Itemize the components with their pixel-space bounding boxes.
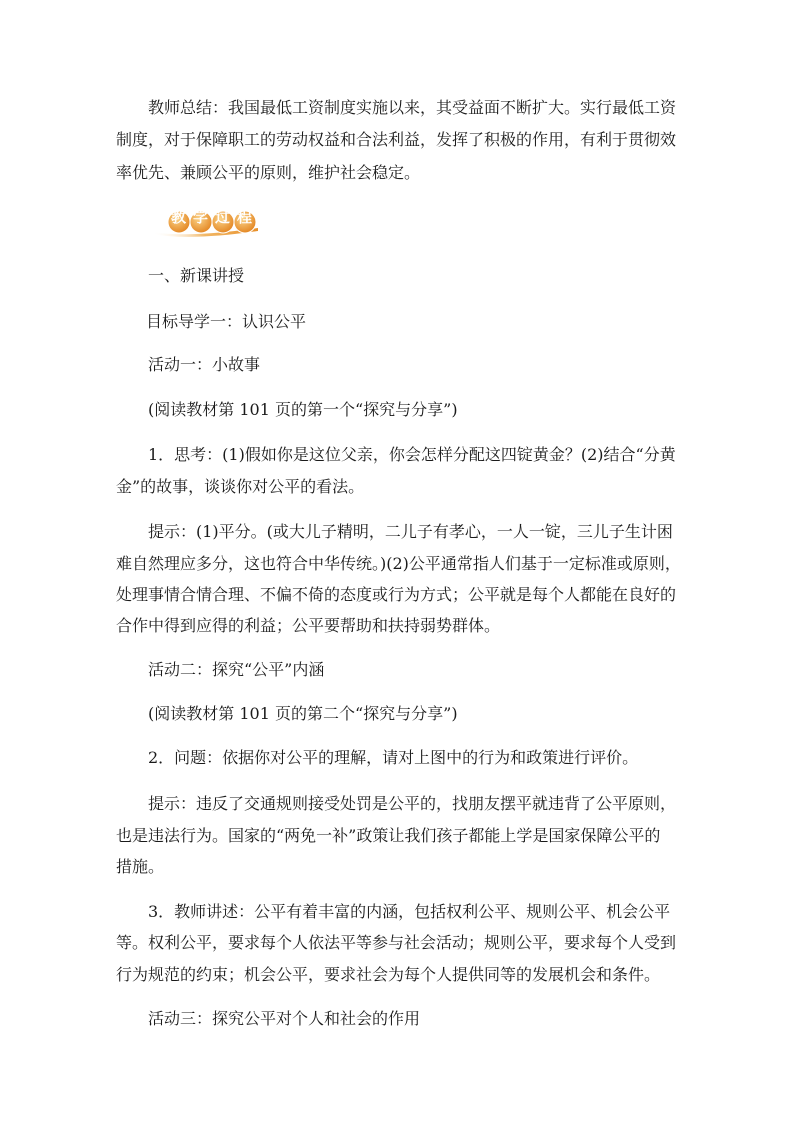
activity-2-tip-line-3: 措施。 [116, 857, 165, 876]
activity-1-question-line-1: 1．思考：(1)假如你是这位父亲，你会怎样分配这四锭黄金？(2)结合“分黄 [148, 445, 676, 464]
activity-2-note: (阅读教材第 101 页的第二个“探究与分享”) [148, 704, 458, 723]
activity-2-question: 2．问题：依据你对公平的理解，请对上图中的行为和政策进行评价。 [148, 748, 639, 767]
activity-1-tip-line-3: 处理事情合情合理、不偏不倚的态度或行为方式；公平就是每个人都能在良好的 [116, 585, 677, 604]
activity-1-tip-line-4: 合作中得到应得的利益；公平要帮助和扶持弱势群体。 [116, 616, 501, 635]
activity-1-title: 活动一：小故事 [148, 355, 261, 374]
banner-char-1: 教 [171, 208, 187, 226]
section-heading: 一、新课讲授 [148, 266, 245, 285]
banner-char-2: 学 [193, 208, 209, 226]
activity-2-tip-line-2: 也是违法行为。国家的“两免一补”政策让我们孩子都能上学是国家保障公平的 [116, 826, 661, 845]
goal-heading: 目标导学一：认识公平 [146, 312, 307, 331]
banner-char-3: 过 [215, 208, 231, 226]
activity-2-lecture-line-1: 3．教师讲述：公平有着丰富的内涵，包括权利公平、规则公平、机会公平 [148, 902, 671, 921]
activity-1-question-line-2: 金”的故事，谈谈你对公平的看法。 [116, 477, 365, 496]
activity-2-title: 活动二：探究“公平”内涵 [148, 660, 325, 679]
summary-line-1: 教师总结：我国最低工资制度实施以来，其受益面不断扩大。实行最低工资 [148, 98, 677, 117]
activity-1-tip-line-1: 提示：(1)平分。(或大儿子精明，二儿子有孝心，一人一锭，三儿子生计困 [148, 522, 673, 541]
activity-2-lecture-line-2: 等。权利公平，要求每个人依法平等参与社会活动；规则公平，要求每个人受到 [116, 933, 677, 952]
activity-1-tip-line-2: 难自然理应多分，这也符合中华传统。)(2)公平通常指人们基于一定标准或原则， [116, 554, 681, 573]
activity-2-lecture-line-3: 行为规范的约束；机会公平，要求社会为每个人提供同等的发展机会和条件。 [116, 965, 661, 984]
activity-1-note: (阅读教材第 101 页的第一个“探究与分享”) [148, 400, 458, 419]
activity-2-tip-line-1: 提示：违反了交通规则接受处罚是公平的，找朋友摆平就违背了公平原则， [148, 794, 677, 813]
activity-3-title: 活动三：探究公平对个人和社会的作用 [148, 1009, 421, 1028]
banner-char-4: 程 [237, 208, 253, 226]
summary-line-2: 制度，对于保障职工的劳动权益和合法利益，发挥了积极的作用，有利于贯彻效 [116, 130, 677, 149]
summary-line-3: 率优先、兼顾公平的原则，维护社会稳定。 [116, 163, 421, 182]
